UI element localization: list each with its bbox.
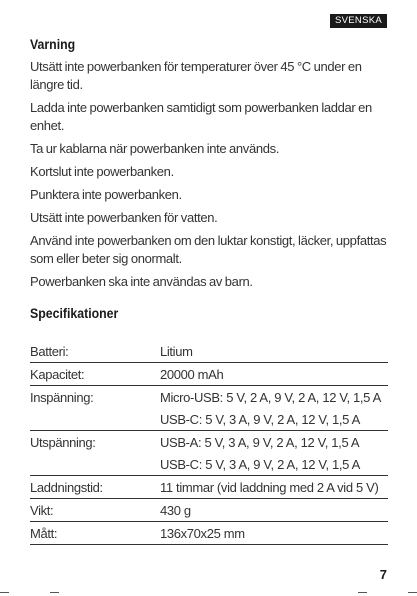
spec-value: 11 timmar (vid laddning med 2 A vid 5 V) xyxy=(160,476,388,499)
spec-value: Micro-USB: 5 V, 2 A, 9 V, 2 A, 12 V, 1,5 A xyxy=(160,389,381,405)
spec-label: Laddningstid: xyxy=(30,476,160,499)
warning-item: Utsätt inte powerbanken för vatten. xyxy=(30,210,218,225)
warning-item: Punktera inte powerbanken. xyxy=(30,187,182,202)
page-number: 7 xyxy=(379,567,387,582)
warning-list xyxy=(30,58,388,291)
spec-label: Kapacitet: xyxy=(30,363,160,386)
warning-item: Ta ur kablarna när powerbanken inte används. xyxy=(30,141,279,156)
spec-value: 136x70x25 mm xyxy=(160,522,388,545)
warning-heading: Varning xyxy=(30,36,76,52)
spec-row-output xyxy=(30,431,388,454)
spec-row-battery xyxy=(30,340,388,363)
crop-mark xyxy=(50,592,59,593)
spec-value: 20000 mAh xyxy=(160,363,388,386)
spec-row-input xyxy=(30,386,388,409)
warning-item: Ladda inte powerbanken samtidigt som powerbanken laddar en enhet. xyxy=(30,100,372,133)
spec-value: 430 g xyxy=(160,499,388,522)
spec-value: USB-C: 5 V, 3 A, 9 V, 2 A, 12 V, 1,5 A xyxy=(160,453,388,476)
spec-label: Mått: xyxy=(30,522,160,545)
spec-label: Utspänning: xyxy=(30,434,96,450)
spec-value: USB-C: 5 V, 3 A, 9 V, 2 A, 12 V, 1,5 A xyxy=(160,408,388,431)
specifications-table xyxy=(30,340,388,545)
spec-label: Batteri: xyxy=(30,340,160,363)
warning-item: Utsätt inte powerbanken för temperaturer över 45 °C under en längre tid. xyxy=(30,59,362,92)
warning-item: Kortslut inte powerbanken. xyxy=(30,164,174,179)
spec-value: Litium xyxy=(160,340,388,363)
spec-row-charging-time xyxy=(30,476,388,499)
spec-row-capacity xyxy=(30,363,388,386)
crop-mark xyxy=(0,592,9,593)
spec-row-dimensions xyxy=(30,522,388,545)
specifications-heading: Specifikationer xyxy=(30,305,119,321)
spec-row-weight xyxy=(30,499,388,522)
spec-row-input-continued xyxy=(30,408,388,431)
crop-mark xyxy=(408,592,417,593)
spec-value: USB-A: 5 V, 3 A, 9 V, 2 A, 12 V, 1,5 A xyxy=(160,434,360,450)
language-badge: SVENSKA xyxy=(330,14,387,28)
warning-item: Powerbanken ska inte användas av barn. xyxy=(30,274,253,289)
warning-item: Använd inte powerbanken om den luktar konstigt, läcker, uppfattas som eller beter sig onormalt. xyxy=(30,233,387,266)
spec-label-empty xyxy=(30,453,160,476)
page-content xyxy=(30,36,388,545)
spec-label: Inspänning: xyxy=(30,389,94,405)
spec-label-empty xyxy=(30,408,160,431)
spec-label: Vikt: xyxy=(30,499,160,522)
crop-mark xyxy=(358,592,367,593)
spec-row-output-continued xyxy=(30,453,388,476)
